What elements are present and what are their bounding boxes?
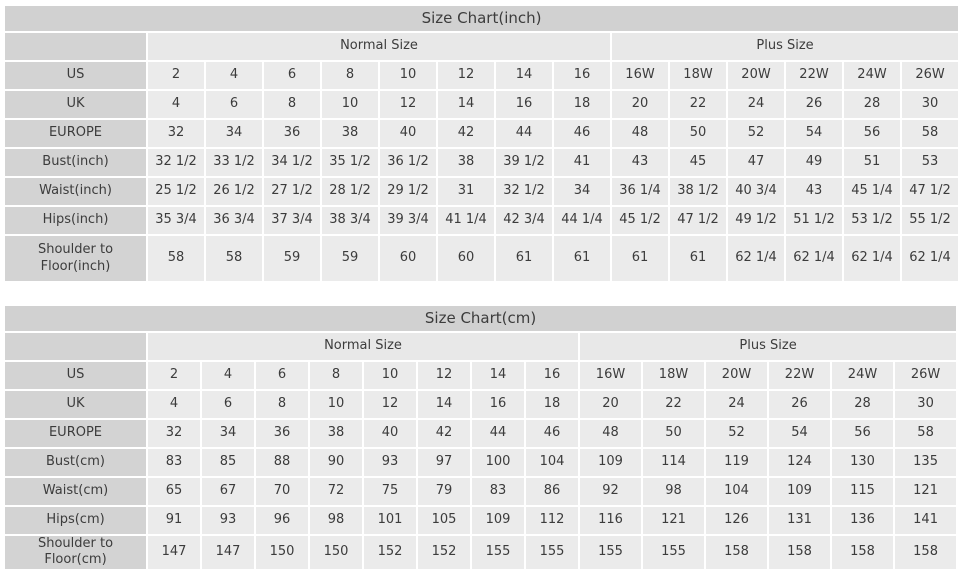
size-cell: 4 — [206, 62, 262, 89]
size-cell: 18W — [643, 362, 704, 389]
table-row — [5, 420, 956, 447]
size-cell: 54 — [769, 420, 830, 447]
size-cell: 152 — [418, 536, 470, 569]
size-cell: 93 — [202, 507, 254, 534]
size-cell: 53 — [902, 149, 958, 176]
size-cell: 32 — [148, 420, 200, 447]
row-label: Shoulder to Floor(inch) — [5, 236, 146, 281]
table-row — [5, 536, 956, 569]
group-header: Plus Size — [580, 333, 956, 360]
size-cell: 26W — [902, 62, 958, 89]
size-cell: 88 — [256, 449, 308, 476]
table-row — [5, 62, 958, 89]
size-cell: 20 — [580, 391, 641, 418]
size-cell: 109 — [769, 478, 830, 505]
size-cell: 2 — [148, 362, 200, 389]
size-cell: 34 — [202, 420, 254, 447]
size-cell: 90 — [310, 449, 362, 476]
size-cell: 62 1/4 — [844, 236, 900, 281]
size-cell: 14 — [472, 362, 524, 389]
size-cell: 58 — [895, 420, 956, 447]
size-cell: 6 — [264, 62, 320, 89]
size-chart-inch-table — [3, 4, 960, 283]
size-cell: 59 — [264, 236, 320, 281]
size-cell: 50 — [670, 120, 726, 147]
size-cell: 12 — [438, 62, 494, 89]
size-cell: 98 — [643, 478, 704, 505]
size-cell: 97 — [418, 449, 470, 476]
size-cell: 22 — [670, 91, 726, 118]
size-cell: 104 — [526, 449, 578, 476]
size-cell: 28 — [844, 91, 900, 118]
size-cell: 52 — [706, 420, 767, 447]
size-cell: 100 — [472, 449, 524, 476]
size-cell: 75 — [364, 478, 416, 505]
size-cell: 4 — [148, 391, 200, 418]
table-row — [5, 478, 956, 505]
size-cell: 35 1/2 — [322, 149, 378, 176]
size-cell: 6 — [256, 362, 308, 389]
size-cell: 131 — [769, 507, 830, 534]
size-cell: 27 1/2 — [264, 178, 320, 205]
size-cell: 136 — [832, 507, 893, 534]
size-cell: 18 — [554, 91, 610, 118]
size-cell: 109 — [472, 507, 524, 534]
size-cell: 62 1/4 — [786, 236, 842, 281]
size-cell: 44 — [472, 420, 524, 447]
size-cell: 62 1/4 — [728, 236, 784, 281]
size-cell: 155 — [643, 536, 704, 569]
size-cell: 4 — [148, 91, 204, 118]
size-cell: 56 — [832, 420, 893, 447]
row-label: Bust(inch) — [5, 149, 146, 176]
size-cell: 155 — [472, 536, 524, 569]
size-cell: 32 1/2 — [148, 149, 204, 176]
size-cell: 47 — [728, 149, 784, 176]
size-cell: 62 1/4 — [902, 236, 958, 281]
size-cell: 36 3/4 — [206, 207, 262, 234]
size-cell: 16W — [580, 362, 641, 389]
size-cell: 39 3/4 — [380, 207, 436, 234]
row-label: EUROPE — [5, 120, 146, 147]
size-cell: 35 3/4 — [148, 207, 204, 234]
size-cell: 105 — [418, 507, 470, 534]
size-cell: 16 — [526, 362, 578, 389]
size-cell: 155 — [580, 536, 641, 569]
table-row — [5, 507, 956, 534]
size-cell: 50 — [643, 420, 704, 447]
size-cell: 45 — [670, 149, 726, 176]
size-cell: 10 — [380, 62, 436, 89]
size-cell: 46 — [526, 420, 578, 447]
table-row — [5, 120, 958, 147]
row-label: Hips(inch) — [5, 207, 146, 234]
size-cell: 12 — [418, 362, 470, 389]
size-cell: 58 — [902, 120, 958, 147]
size-cell: 47 1/2 — [670, 207, 726, 234]
size-cell: 72 — [310, 478, 362, 505]
size-cell: 33 1/2 — [206, 149, 262, 176]
row-label: Bust(cm) — [5, 449, 146, 476]
group-header: Plus Size — [612, 33, 958, 60]
size-cell: 8 — [322, 62, 378, 89]
size-cell: 36 — [256, 420, 308, 447]
table-row — [5, 149, 958, 176]
size-cell: 30 — [895, 391, 956, 418]
size-cell: 93 — [364, 449, 416, 476]
table-row — [5, 91, 958, 118]
size-cell: 16 — [554, 62, 610, 89]
size-cell: 46 — [554, 120, 610, 147]
size-cell: 32 1/2 — [496, 178, 552, 205]
size-cell: 10 — [310, 391, 362, 418]
corner-cell — [5, 33, 146, 60]
size-cell: 42 — [418, 420, 470, 447]
size-cell: 16 — [472, 391, 524, 418]
size-cell: 85 — [202, 449, 254, 476]
size-cell: 96 — [256, 507, 308, 534]
size-cell: 49 — [786, 149, 842, 176]
size-cell: 48 — [580, 420, 641, 447]
size-cell: 39 1/2 — [496, 149, 552, 176]
size-cell: 10 — [322, 91, 378, 118]
size-cell: 86 — [526, 478, 578, 505]
row-label: UK — [5, 391, 146, 418]
size-cell: 28 1/2 — [322, 178, 378, 205]
size-cell: 92 — [580, 478, 641, 505]
size-cell: 42 — [438, 120, 494, 147]
size-cell: 126 — [706, 507, 767, 534]
row-label: EUROPE — [5, 420, 146, 447]
size-cell: 114 — [643, 449, 704, 476]
size-cell: 135 — [895, 449, 956, 476]
group-header: Normal Size — [148, 33, 610, 60]
corner-cell — [5, 333, 146, 360]
size-cell: 14 — [418, 391, 470, 418]
size-cell: 59 — [322, 236, 378, 281]
size-cell: 38 3/4 — [322, 207, 378, 234]
size-cell: 67 — [202, 478, 254, 505]
size-cell: 51 1/2 — [786, 207, 842, 234]
size-cell: 16W — [612, 62, 668, 89]
size-cell: 40 — [380, 120, 436, 147]
size-cell: 36 1/2 — [380, 149, 436, 176]
table-row — [5, 362, 956, 389]
size-cell: 34 1/2 — [264, 149, 320, 176]
size-cell: 43 — [786, 178, 842, 205]
size-cell: 121 — [895, 478, 956, 505]
size-cell: 141 — [895, 507, 956, 534]
size-cell: 38 — [310, 420, 362, 447]
size-cell: 152 — [364, 536, 416, 569]
size-cell: 55 1/2 — [902, 207, 958, 234]
table-row — [5, 391, 956, 418]
size-cell: 14 — [438, 91, 494, 118]
size-cell: 70 — [256, 478, 308, 505]
size-cell: 44 — [496, 120, 552, 147]
size-cell: 158 — [769, 536, 830, 569]
size-cell: 47 1/2 — [902, 178, 958, 205]
row-label: Shoulder to Floor(cm) — [5, 536, 146, 569]
size-cell: 119 — [706, 449, 767, 476]
size-cell: 54 — [786, 120, 842, 147]
size-cell: 20W — [706, 362, 767, 389]
size-cell: 26 — [769, 391, 830, 418]
size-cell: 38 — [322, 120, 378, 147]
size-cell: 60 — [438, 236, 494, 281]
size-cell: 121 — [643, 507, 704, 534]
size-cell: 41 — [554, 149, 610, 176]
size-cell: 49 1/2 — [728, 207, 784, 234]
size-cell: 38 — [438, 149, 494, 176]
size-cell: 91 — [148, 507, 200, 534]
size-cell: 29 1/2 — [380, 178, 436, 205]
size-cell: 104 — [706, 478, 767, 505]
size-cell: 147 — [202, 536, 254, 569]
size-cell: 61 — [612, 236, 668, 281]
size-cell: 2 — [148, 62, 204, 89]
size-cell: 150 — [310, 536, 362, 569]
row-label: UK — [5, 91, 146, 118]
size-cell: 147 — [148, 536, 200, 569]
size-cell: 26 1/2 — [206, 178, 262, 205]
group-header: Normal Size — [148, 333, 578, 360]
size-cell: 31 — [438, 178, 494, 205]
size-cell: 26 — [786, 91, 842, 118]
size-cell: 58 — [148, 236, 204, 281]
size-cell: 116 — [580, 507, 641, 534]
row-label: US — [5, 62, 146, 89]
size-cell: 26W — [895, 362, 956, 389]
table-title: Size Chart(cm) — [5, 306, 956, 331]
size-cell: 124 — [769, 449, 830, 476]
size-chart-cm-table — [3, 304, 958, 571]
size-cell: 98 — [310, 507, 362, 534]
size-cell: 158 — [706, 536, 767, 569]
table-row — [5, 449, 956, 476]
size-cell: 22W — [786, 62, 842, 89]
table-row — [5, 178, 958, 205]
size-cell: 24 — [706, 391, 767, 418]
size-cell: 34 — [206, 120, 262, 147]
table-title: Size Chart(inch) — [5, 6, 958, 31]
size-cell: 25 1/2 — [148, 178, 204, 205]
size-cell: 60 — [380, 236, 436, 281]
size-cell: 40 3/4 — [728, 178, 784, 205]
size-cell: 24W — [844, 62, 900, 89]
size-cell: 83 — [472, 478, 524, 505]
size-cell: 22W — [769, 362, 830, 389]
table-gap — [3, 283, 958, 304]
size-cell: 109 — [580, 449, 641, 476]
size-cell: 61 — [554, 236, 610, 281]
row-label: US — [5, 362, 146, 389]
size-cell: 58 — [206, 236, 262, 281]
table-row — [5, 207, 958, 234]
size-cell: 22 — [643, 391, 704, 418]
size-cell: 28 — [832, 391, 893, 418]
size-cell: 101 — [364, 507, 416, 534]
size-cell: 112 — [526, 507, 578, 534]
size-cell: 53 1/2 — [844, 207, 900, 234]
size-cell: 37 3/4 — [264, 207, 320, 234]
size-cell: 40 — [364, 420, 416, 447]
size-cell: 10 — [364, 362, 416, 389]
size-cell: 12 — [364, 391, 416, 418]
size-cell: 44 1/4 — [554, 207, 610, 234]
size-cell: 42 3/4 — [496, 207, 552, 234]
size-cell: 45 1/4 — [844, 178, 900, 205]
size-cell: 4 — [202, 362, 254, 389]
size-cell: 20 — [612, 91, 668, 118]
size-cell: 30 — [902, 91, 958, 118]
size-cell: 52 — [728, 120, 784, 147]
size-cell: 6 — [202, 391, 254, 418]
size-cell: 61 — [670, 236, 726, 281]
size-cell: 56 — [844, 120, 900, 147]
size-cell: 24 — [728, 91, 784, 118]
size-cell: 8 — [310, 362, 362, 389]
size-cell: 51 — [844, 149, 900, 176]
size-cell: 61 — [496, 236, 552, 281]
size-cell: 48 — [612, 120, 668, 147]
size-cell: 158 — [832, 536, 893, 569]
size-cell: 38 1/2 — [670, 178, 726, 205]
size-cell: 79 — [418, 478, 470, 505]
size-cell: 41 1/4 — [438, 207, 494, 234]
row-label: Waist(inch) — [5, 178, 146, 205]
size-cell: 16 — [496, 91, 552, 118]
size-cell: 65 — [148, 478, 200, 505]
size-cell: 45 1/2 — [612, 207, 668, 234]
size-cell: 24W — [832, 362, 893, 389]
row-label: Hips(cm) — [5, 507, 146, 534]
size-cell: 36 1/4 — [612, 178, 668, 205]
size-cell: 12 — [380, 91, 436, 118]
size-cell: 158 — [895, 536, 956, 569]
size-cell: 6 — [206, 91, 262, 118]
size-cell: 32 — [148, 120, 204, 147]
size-cell: 20W — [728, 62, 784, 89]
size-cell: 155 — [526, 536, 578, 569]
size-cell: 36 — [264, 120, 320, 147]
size-cell: 130 — [832, 449, 893, 476]
row-label: Waist(cm) — [5, 478, 146, 505]
size-cell: 83 — [148, 449, 200, 476]
table-row — [5, 236, 958, 281]
size-cell: 14 — [496, 62, 552, 89]
size-cell: 115 — [832, 478, 893, 505]
size-cell: 8 — [264, 91, 320, 118]
size-cell: 150 — [256, 536, 308, 569]
size-cell: 18W — [670, 62, 726, 89]
size-cell: 43 — [612, 149, 668, 176]
size-cell: 34 — [554, 178, 610, 205]
size-cell: 18 — [526, 391, 578, 418]
size-cell: 8 — [256, 391, 308, 418]
